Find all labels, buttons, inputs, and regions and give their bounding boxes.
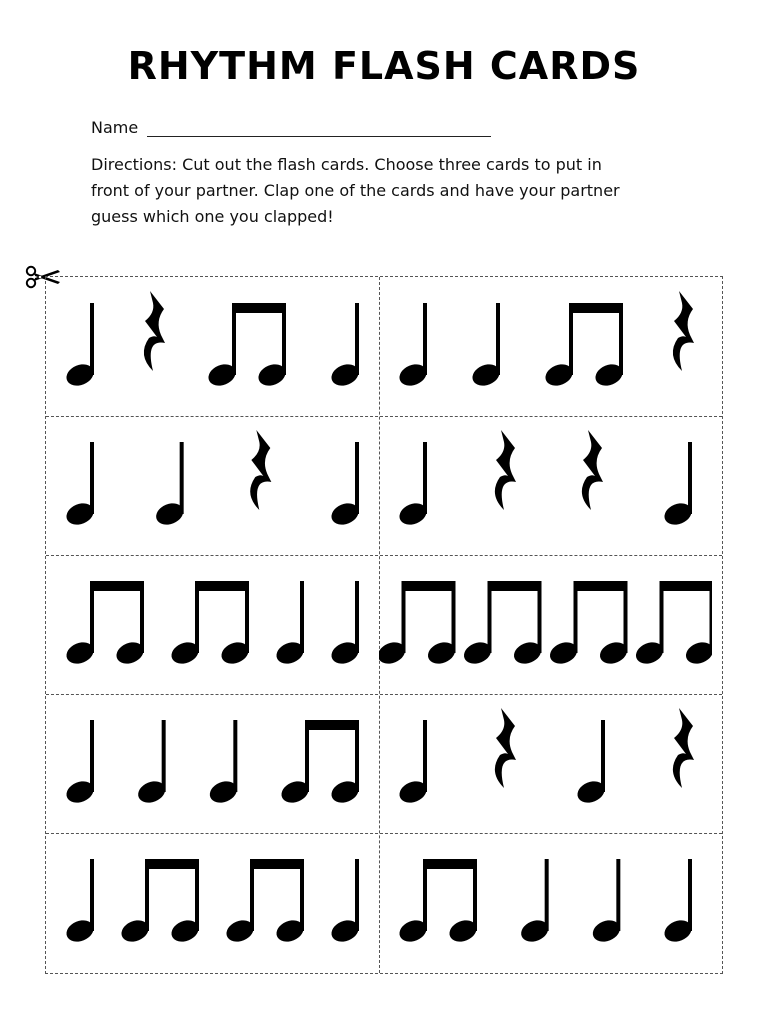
rhythm-flash-card[interactable] xyxy=(46,555,379,694)
name-row xyxy=(91,116,511,142)
quarter-rest-symbol xyxy=(250,430,271,510)
eighth-note-pair-symbol xyxy=(542,303,625,390)
eighth-note-pair-symbol xyxy=(633,581,712,668)
quarter-note-symbol xyxy=(518,859,551,946)
quarter-rest-symbol xyxy=(495,708,516,788)
rhythm-pattern xyxy=(46,694,379,833)
rhythm-pattern xyxy=(379,694,712,833)
quarter-note-symbol xyxy=(328,581,361,668)
quarter-note-symbol xyxy=(469,303,502,390)
quarter-note-symbol xyxy=(590,859,623,946)
quarter-rest-symbol xyxy=(144,291,165,371)
directions-line-2: front of your partner. Clap one of the cards and have your partner xyxy=(91,181,620,200)
quarter-note-symbol xyxy=(328,303,361,390)
rhythm-pattern xyxy=(46,833,379,972)
quarter-rest-symbol xyxy=(673,708,694,788)
quarter-rest-symbol xyxy=(495,430,516,510)
eighth-note-pair-symbol xyxy=(547,581,630,668)
quarter-note-symbol xyxy=(396,303,429,390)
quarter-rest-symbol xyxy=(582,430,603,510)
rhythm-pattern xyxy=(46,555,379,694)
quarter-note-symbol xyxy=(63,442,96,529)
quarter-note-symbol xyxy=(328,442,361,529)
rhythm-flash-card[interactable] xyxy=(379,694,712,833)
eighth-note-pair-symbol xyxy=(63,581,146,668)
rhythm-pattern xyxy=(379,416,712,555)
rhythm-flash-card[interactable] xyxy=(379,416,712,555)
quarter-note-symbol xyxy=(135,720,168,807)
rhythm-pattern xyxy=(46,416,379,555)
eighth-note-pair-symbol xyxy=(396,859,479,946)
quarter-note-symbol xyxy=(661,442,694,529)
rhythm-flash-card[interactable] xyxy=(379,277,712,416)
eighth-note-pair-symbol xyxy=(168,581,251,668)
rhythm-flash-card[interactable] xyxy=(46,694,379,833)
eighth-note-pair-symbol xyxy=(461,581,544,668)
rhythm-flash-card[interactable] xyxy=(379,555,712,694)
rhythm-flash-card[interactable] xyxy=(46,416,379,555)
rhythm-flash-card[interactable] xyxy=(46,277,379,416)
eighth-note-pair-symbol xyxy=(223,859,306,946)
eighth-note-pair-symbol xyxy=(205,303,288,390)
directions-line-3: guess which one you clapped! xyxy=(91,207,334,226)
quarter-note-symbol xyxy=(153,442,186,529)
eighth-note-pair-symbol xyxy=(379,581,458,668)
quarter-note-symbol xyxy=(63,720,96,807)
quarter-rest-symbol xyxy=(673,291,694,371)
eighth-note-pair-symbol xyxy=(118,859,201,946)
quarter-note-symbol xyxy=(63,303,96,390)
eighth-note-pair-symbol xyxy=(278,720,361,807)
rhythm-flash-card[interactable] xyxy=(46,833,379,972)
quarter-note-symbol xyxy=(396,720,429,807)
rhythm-pattern xyxy=(379,277,712,416)
quarter-note-symbol xyxy=(396,442,429,529)
name-label: Name xyxy=(91,118,139,137)
quarter-note-symbol xyxy=(63,859,96,946)
quarter-note-symbol xyxy=(328,859,361,946)
flash-card-grid xyxy=(45,276,723,974)
rhythm-pattern xyxy=(379,555,712,694)
page-title: RHYTHM FLASH CARDS xyxy=(127,44,641,88)
quarter-note-symbol xyxy=(661,859,694,946)
directions-text xyxy=(91,152,691,230)
quarter-note-symbol xyxy=(207,720,240,807)
quarter-note-symbol xyxy=(273,581,306,668)
name-line[interactable] xyxy=(147,136,491,137)
rhythm-pattern xyxy=(379,833,712,972)
quarter-note-symbol xyxy=(574,720,607,807)
directions-line-1: Directions: Cut out the flash cards. Choose three cards to put in xyxy=(91,155,602,174)
rhythm-pattern xyxy=(46,277,379,416)
rhythm-flash-card[interactable] xyxy=(379,833,712,972)
